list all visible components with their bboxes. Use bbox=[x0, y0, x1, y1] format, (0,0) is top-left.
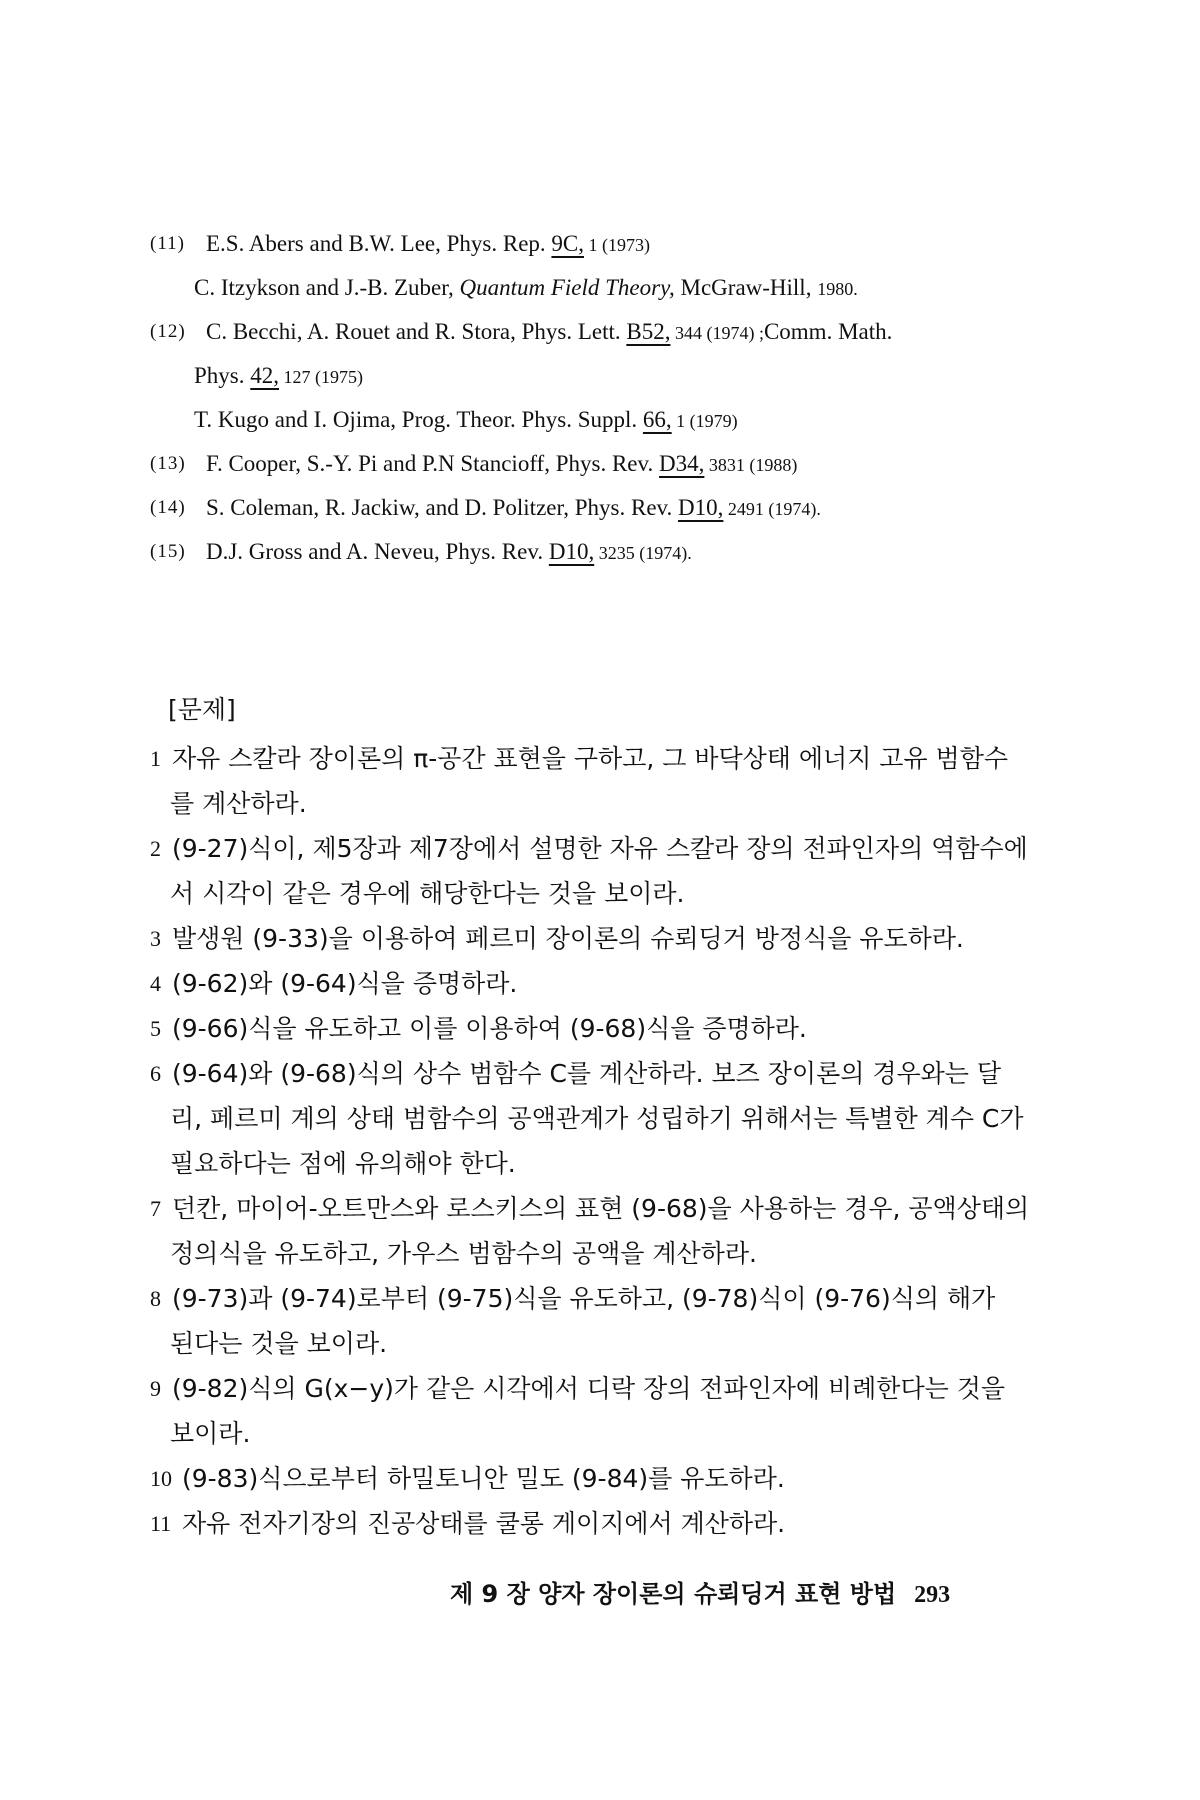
reference-text bbox=[194, 398, 738, 443]
volume-number: B52, bbox=[626, 319, 671, 344]
reference-fragment: 1 (1973) bbox=[584, 235, 650, 255]
reference-fragment: 1 (1979) bbox=[671, 411, 738, 431]
volume-number: 66, bbox=[642, 407, 672, 432]
reference-fragment: 1980. bbox=[817, 279, 858, 299]
volume-number: D10, bbox=[678, 495, 724, 520]
problem-number: 6 bbox=[150, 1061, 161, 1086]
reference-fragment: T. Kugo and I. Ojima, Prog. Theor. Phys. Suppl. bbox=[194, 407, 643, 432]
reference-line bbox=[150, 310, 1050, 354]
problem-text: (9-73)과 (9-74)로부터 (9-75)식을 유도하고, (9-78)식이 (9-76)식의 해가 bbox=[172, 1284, 996, 1313]
reference-text bbox=[206, 310, 892, 355]
reference-text bbox=[206, 222, 650, 267]
volume-number: D10, bbox=[548, 539, 595, 564]
problem-text: 자유 전자기장의 진공상태를 쿨롱 게이지에서 계산하라. bbox=[182, 1509, 786, 1538]
problem-text: 정의식을 유도하고, 가우스 범함수의 공액을 계산하라. bbox=[170, 1239, 757, 1268]
problem-line bbox=[150, 916, 1050, 961]
problem-line bbox=[150, 871, 1050, 916]
problem-text: (9-82)식의 G(x−y)가 같은 시각에서 디락 장의 전파인자에 비례한다는 것을 bbox=[172, 1374, 1005, 1403]
reference-number: (12) bbox=[150, 321, 186, 342]
problem-number: 10 bbox=[150, 1466, 172, 1491]
reference-fragment: S. Coleman, R. Jackiw, and D. Politzer, Phys. Rev. bbox=[206, 495, 679, 520]
problem-text: (9-64)와 (9-68)식의 상수 범함수 C를 계산하라. 보즈 장이론의 경우와는 달 bbox=[172, 1059, 1002, 1088]
problem-line bbox=[150, 826, 1050, 871]
reference-fragment: F. Cooper, S.-Y. Pi and P.N Stancioff, Phys. Rev. bbox=[206, 451, 660, 476]
problem-list bbox=[150, 736, 1050, 1546]
reference-number: (15) bbox=[150, 541, 186, 562]
problem-line bbox=[150, 1006, 1050, 1051]
problem-number: 1 bbox=[150, 746, 161, 771]
problem-number: 9 bbox=[150, 1376, 161, 1401]
problem-line bbox=[150, 736, 1050, 781]
problem-text: (9-83)식으로부터 하밀토니안 밀도 (9-84)를 유도하라. bbox=[182, 1464, 785, 1493]
reference-fragment: 127 (1975) bbox=[279, 367, 363, 387]
reference-text bbox=[206, 442, 797, 487]
problem-text: (9-62)와 (9-64)식을 증명하라. bbox=[172, 969, 518, 998]
problem-number: 4 bbox=[150, 971, 161, 996]
volume-number: 42, bbox=[250, 363, 279, 388]
problem-text: 필요하다는 점에 유의해야 한다. bbox=[170, 1149, 516, 1178]
problems-heading: [문제] bbox=[168, 695, 236, 724]
reference-line bbox=[150, 442, 1050, 486]
problem-line bbox=[150, 1051, 1050, 1096]
reference-fragment: C. Becchi, A. Rouet and R. Stora, Phys. Lett. bbox=[206, 319, 627, 344]
problem-text: 리, 페르미 계의 상태 범함수의 공액관계가 성립하기 위해서는 특별한 계수 C가 bbox=[170, 1104, 1024, 1133]
reference-fragment: Quantum Field Theory, bbox=[459, 275, 675, 300]
reference-line bbox=[150, 354, 1050, 398]
reference-fragment: Comm. Math. bbox=[763, 319, 893, 344]
problem-line bbox=[150, 1456, 1050, 1501]
problem-number: 8 bbox=[150, 1286, 161, 1311]
problem-line bbox=[150, 1276, 1050, 1321]
page-number: 293 bbox=[914, 1582, 951, 1608]
problem-line bbox=[150, 1411, 1050, 1456]
reference-fragment: 3235 (1974). bbox=[594, 543, 692, 563]
problem-number: 5 bbox=[150, 1016, 161, 1041]
problem-number: 7 bbox=[150, 1196, 161, 1221]
problem-line bbox=[150, 1096, 1050, 1141]
problem-line bbox=[150, 781, 1050, 826]
problem-text: 된다는 것을 보이라. bbox=[170, 1329, 388, 1358]
problem-line bbox=[150, 961, 1050, 1006]
reference-fragment: 344 (1974) ; bbox=[670, 323, 764, 343]
volume-number: 9C, bbox=[551, 231, 584, 256]
problem-line bbox=[150, 1186, 1050, 1231]
reference-line bbox=[150, 222, 1050, 266]
reference-fragment: 3831 (1988) bbox=[704, 455, 798, 475]
reference-fragment: Phys. bbox=[194, 363, 251, 388]
problem-number: 2 bbox=[150, 836, 161, 861]
problem-text: (9-27)식이, 제5장과 제7장에서 설명한 자유 스칼라 장의 전파인자의 역함수에 bbox=[172, 834, 1028, 863]
problem-text: 를 계산하라. bbox=[170, 789, 307, 818]
reference-fragment: McGraw-Hill, bbox=[674, 275, 818, 300]
page-footer bbox=[450, 1574, 950, 1609]
reference-number: (13) bbox=[150, 453, 186, 474]
problem-text: 던칸, 마이어-오트만스와 로스키스의 표현 (9-68)을 사용하는 경우, 공액상태의 bbox=[172, 1194, 1030, 1223]
problem-line bbox=[150, 1141, 1050, 1186]
reference-fragment: D.J. Gross and A. Neveu, Phys. Rev. bbox=[206, 539, 549, 564]
problem-text: 발생원 (9-33)을 이용하여 페르미 장이론의 슈뢰딩거 방정식을 유도하라. bbox=[172, 924, 964, 953]
chapter-title: 제 9 장 양자 장이론의 슈뢰딩거 표현 방법 bbox=[450, 1580, 897, 1608]
problem-number: 11 bbox=[150, 1511, 172, 1536]
reference-line bbox=[150, 530, 1050, 574]
reference-fragment: 2491 (1974). bbox=[723, 499, 821, 519]
problem-line bbox=[150, 1501, 1050, 1546]
reference-text bbox=[206, 530, 692, 575]
problem-number: 3 bbox=[150, 926, 161, 951]
reference-line bbox=[150, 486, 1050, 530]
reference-number: (11) bbox=[150, 233, 185, 254]
volume-number: D34, bbox=[659, 451, 705, 476]
reference-line bbox=[150, 266, 1050, 310]
reference-number: (14) bbox=[150, 497, 186, 518]
problem-line bbox=[150, 1321, 1050, 1366]
problem-line bbox=[150, 1366, 1050, 1411]
problem-text: 자유 스칼라 장이론의 π-공간 표현을 구하고, 그 바닥상태 에너지 고유 범함수 bbox=[172, 744, 1008, 773]
problem-line bbox=[150, 1231, 1050, 1276]
problem-text: 보이라. bbox=[170, 1419, 251, 1448]
reference-list bbox=[150, 222, 1050, 574]
reference-text bbox=[194, 354, 363, 399]
reference-fragment: C. Itzykson and J.-B. Zuber, bbox=[194, 275, 460, 300]
reference-text bbox=[206, 486, 821, 531]
problem-text: 서 시각이 같은 경우에 해당한다는 것을 보이라. bbox=[170, 879, 685, 908]
reference-fragment: E.S. Abers and B.W. Lee, Phys. Rep. bbox=[206, 231, 552, 256]
reference-text bbox=[194, 266, 858, 311]
problem-text: (9-66)식을 유도하고 이를 이용하여 (9-68)식을 증명하라. bbox=[172, 1014, 807, 1043]
reference-line bbox=[150, 398, 1050, 442]
